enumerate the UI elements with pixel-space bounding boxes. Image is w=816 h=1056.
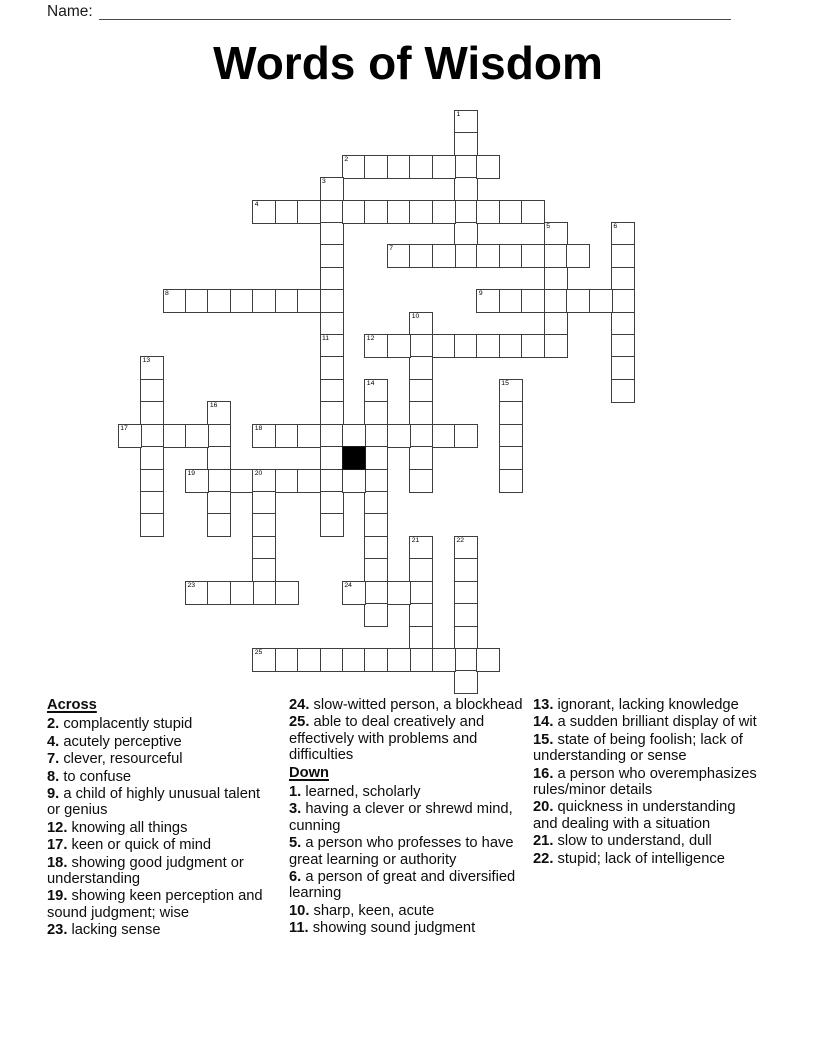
clue-2: 2. complacently stupid (47, 716, 193, 733)
grid-cell[interactable] (320, 648, 344, 672)
grid-cell[interactable] (432, 200, 456, 224)
cell-number: 17 (120, 424, 128, 432)
grid-cell[interactable] (207, 513, 231, 537)
grid-cell[interactable] (320, 469, 344, 493)
grid-cell[interactable] (611, 244, 635, 268)
clue-column-1 (47, 697, 275, 940)
grid-cell[interactable] (364, 469, 388, 493)
page-title: Words of Wisdom (213, 37, 603, 89)
grid-cell[interactable] (476, 200, 500, 224)
cell-number: 20 (254, 469, 263, 477)
clue-number: 7. (47, 751, 60, 768)
grid-cell[interactable] (409, 558, 433, 582)
clue-20: 20. quickness in understanding and dealing with a situation (533, 799, 736, 832)
cell-number: 8 (165, 290, 169, 298)
grid-cell[interactable] (320, 222, 344, 246)
clue-number: 11. (289, 920, 309, 937)
clues-down-header: Down (289, 764, 329, 781)
clue-number: 6. (289, 869, 302, 886)
cell-number: 13 (142, 357, 151, 365)
clue-23: 23. lacking sense (47, 922, 161, 939)
clue-number: 17. (47, 837, 68, 854)
black-cell (342, 446, 366, 470)
grid-cell[interactable] (364, 446, 388, 470)
grid-cell[interactable] (275, 648, 299, 672)
cell-number: 23 (187, 581, 196, 589)
grid-cell[interactable] (364, 401, 388, 425)
clue-number: 8. (47, 768, 60, 785)
cell-number: 24 (344, 581, 352, 589)
grid-cell-24[interactable] (342, 581, 366, 605)
clue-3: 3. having a clever or shrewd mind, cunning (289, 801, 513, 834)
clue-number: 23. (47, 922, 68, 939)
grid-cell[interactable] (499, 401, 523, 425)
grid-cell[interactable] (364, 513, 388, 537)
cell-number: 14 (366, 379, 375, 387)
grid-cell[interactable] (409, 200, 433, 224)
grid-cell-9[interactable] (476, 289, 500, 313)
grid-cell[interactable] (454, 648, 478, 672)
grid-cell[interactable] (364, 200, 388, 224)
clue-8: 8. to confuse (47, 768, 132, 785)
grid-cell-5[interactable] (544, 222, 568, 246)
clue-number: 4. (47, 733, 60, 750)
clue-22: 22. stupid; lack of intelligence (533, 850, 725, 867)
grid-cell[interactable] (544, 312, 568, 336)
grid-cell[interactable] (521, 244, 545, 268)
grid-cell[interactable] (320, 244, 344, 268)
grid-cell-19[interactable] (185, 469, 209, 493)
grid-cell[interactable] (207, 581, 231, 605)
cell-number: 3 (322, 178, 326, 186)
grid-cell[interactable] (454, 244, 478, 268)
grid-cell[interactable] (521, 334, 545, 358)
grid-cell[interactable] (611, 334, 635, 358)
grid-cell[interactable] (364, 491, 388, 515)
grid-cell[interactable] (409, 244, 433, 268)
grid-cell[interactable] (387, 581, 411, 605)
clue-number: 5. (289, 835, 302, 852)
grid-cell[interactable] (611, 356, 635, 380)
cell-number: 1 (456, 110, 461, 118)
grid-cell[interactable] (320, 267, 344, 291)
grid-cell[interactable] (364, 424, 388, 448)
grid-cell[interactable] (387, 648, 411, 672)
grid-cell[interactable] (499, 289, 523, 313)
grid-cell[interactable] (320, 356, 344, 380)
grid-cell[interactable] (320, 513, 344, 537)
clue-number: 15. (533, 731, 554, 748)
grid-cell[interactable] (611, 312, 635, 336)
grid-cell[interactable] (140, 379, 164, 403)
grid-cell[interactable] (252, 581, 276, 605)
grid-cell[interactable] (476, 244, 500, 268)
cell-number: 10 (411, 312, 420, 320)
grid-cell[interactable] (454, 177, 478, 201)
grid-cell[interactable] (476, 334, 500, 358)
grid-cell[interactable] (207, 469, 231, 493)
clue-number: 9. (47, 786, 60, 803)
grid-cell[interactable] (454, 424, 478, 448)
clue-21: 21. slow to understand, dull (533, 833, 712, 850)
grid-cell[interactable] (364, 155, 388, 179)
grid-cell-18[interactable] (252, 424, 276, 448)
grid-cell[interactable] (521, 289, 545, 313)
grid-cell[interactable] (544, 334, 568, 358)
grid-cell[interactable] (297, 469, 321, 493)
cell-number: 16 (209, 402, 218, 410)
grid-cell[interactable] (140, 401, 164, 425)
grid-cell[interactable] (432, 244, 456, 268)
clue-12: 12. knowing all things (47, 819, 188, 836)
clue-1: 1. learned, scholarly (289, 784, 421, 801)
grid-cell[interactable] (499, 446, 523, 470)
grid-cell[interactable] (499, 424, 523, 448)
grid-cell[interactable] (185, 289, 209, 313)
grid-cell[interactable] (409, 334, 433, 358)
grid-cell[interactable] (252, 513, 276, 537)
grid-cell[interactable] (476, 648, 500, 672)
clue-17: 17. keen or quick of mind (47, 837, 212, 854)
grid-cell[interactable] (566, 289, 590, 313)
grid-cell[interactable] (185, 424, 209, 448)
grid-cell[interactable] (207, 424, 231, 448)
grid-cell-21[interactable] (409, 536, 433, 560)
grid-cell[interactable] (140, 469, 164, 493)
grid-cell-22[interactable] (454, 536, 478, 560)
clue-24: 24. slow-witted person, a blockhead (289, 697, 523, 713)
grid-cell[interactable] (320, 446, 344, 470)
clue-number: 18. (47, 854, 68, 871)
grid-cell[interactable] (320, 401, 344, 425)
grid-cell[interactable] (320, 289, 344, 313)
grid-cell[interactable] (611, 289, 635, 313)
grid-cell[interactable] (454, 155, 478, 179)
clue-10: 10. sharp, keen, acute (289, 902, 435, 919)
name-label: Name: (47, 3, 93, 20)
grid-cell[interactable] (207, 491, 231, 515)
grid-cell[interactable] (230, 469, 254, 493)
grid-cell[interactable] (297, 200, 321, 224)
grid-cell[interactable] (252, 289, 276, 313)
grid-cell[interactable] (409, 356, 433, 380)
cell-number: 9 (478, 290, 483, 298)
clue-6: 6. a person of great and diversified learning (289, 869, 516, 902)
grid-cell[interactable] (409, 603, 433, 627)
grid-cell[interactable] (409, 469, 433, 493)
grid-cell[interactable] (499, 334, 523, 358)
grid-cell[interactable] (320, 424, 344, 448)
grid-cell-6[interactable] (611, 222, 635, 246)
grid-cell[interactable] (320, 200, 344, 224)
cell-number: 18 (254, 424, 263, 432)
clue-number: 2. (47, 716, 60, 733)
grid-cell[interactable] (275, 469, 299, 493)
grid-cell[interactable] (454, 334, 478, 358)
clue-number: 3. (289, 801, 302, 818)
grid-cell-1[interactable] (454, 110, 478, 134)
clue-number: 22. (533, 850, 554, 867)
clue-number: 20. (533, 799, 554, 816)
grid-cell[interactable] (342, 200, 366, 224)
cell-number: 12 (366, 335, 375, 342)
grid-cell[interactable] (454, 603, 478, 627)
clue-number: 13. (533, 697, 554, 713)
grid-cell-15[interactable] (499, 379, 523, 403)
clue-13: 13. ignorant, lacking knowledge (533, 697, 739, 713)
clue-number: 24. (289, 697, 310, 713)
grid-cell-17[interactable] (118, 424, 142, 448)
grid-cell[interactable] (230, 581, 254, 605)
grid-cell[interactable] (432, 424, 456, 448)
grid-cell[interactable] (409, 581, 433, 605)
grid-cell[interactable] (409, 424, 433, 448)
clue-column-3 (533, 697, 759, 868)
cell-number: 15 (501, 379, 509, 387)
grid-cell[interactable] (207, 446, 231, 470)
clues-across-header: Across (47, 697, 97, 713)
clue-number: 19. (47, 888, 68, 905)
grid-cell[interactable] (364, 536, 388, 560)
grid-cell[interactable] (454, 670, 478, 694)
clue-18: 18. showing good judgment or understanding (47, 854, 244, 888)
grid-cell[interactable] (409, 155, 433, 179)
cell-number: 22 (456, 536, 465, 544)
grid-cell-13[interactable] (140, 356, 164, 380)
grid-cell[interactable] (275, 424, 299, 448)
grid-cell[interactable] (320, 379, 344, 403)
grid-cell[interactable] (409, 446, 433, 470)
grid-cell[interactable] (387, 155, 411, 179)
grid-cell[interactable] (454, 200, 478, 224)
clue-5: 5. a person who professes to have great learning or authority (289, 835, 514, 868)
cell-number: 7 (389, 245, 393, 253)
grid-cell[interactable] (432, 334, 456, 358)
clue-15: 15. state of being foolish; lack of understanding or sense (533, 731, 743, 765)
grid-cell[interactable] (454, 132, 478, 156)
grid-cell[interactable] (342, 648, 366, 672)
clue-4: 4. acutely perceptive (47, 733, 182, 750)
grid-cell[interactable] (140, 513, 164, 537)
grid-cell[interactable] (409, 401, 433, 425)
grid-cell[interactable] (364, 558, 388, 582)
grid-cell-14[interactable] (364, 379, 388, 403)
clue-19: 19. showing keen perception and sound judgment; wise (47, 888, 263, 921)
cell-number: 25 (254, 648, 263, 656)
grid-cell-8[interactable] (163, 289, 187, 313)
grid-cell-11[interactable] (320, 334, 344, 358)
grid-cell[interactable] (454, 558, 478, 582)
grid-cell-25[interactable] (252, 648, 276, 672)
grid-cell[interactable] (364, 648, 388, 672)
grid-cell-16[interactable] (207, 401, 231, 425)
grid-cell[interactable] (499, 244, 523, 268)
grid-cell[interactable] (252, 558, 276, 582)
clue-7: 7. clever, resourceful (47, 751, 183, 768)
grid-cell[interactable] (544, 289, 568, 313)
grid-cell[interactable] (454, 222, 478, 246)
grid-cell[interactable] (275, 289, 299, 313)
grid-cell[interactable] (387, 334, 411, 358)
grid-cell[interactable] (476, 155, 500, 179)
grid-cell[interactable] (140, 446, 164, 470)
grid-cell[interactable] (275, 200, 299, 224)
clue-14: 14. a sudden brilliant display of wit (533, 714, 757, 731)
grid-cell[interactable] (432, 648, 456, 672)
grid-cell[interactable] (297, 424, 321, 448)
grid-cell-10[interactable] (409, 312, 433, 336)
grid-cell[interactable] (387, 200, 411, 224)
grid-cell[interactable] (544, 267, 568, 291)
grid-cell[interactable] (409, 648, 433, 672)
grid-cell-3[interactable] (320, 177, 344, 201)
grid-cell[interactable] (454, 626, 478, 650)
grid-cell[interactable] (140, 491, 164, 515)
grid-cell[interactable] (589, 289, 613, 313)
grid-cell[interactable] (342, 424, 366, 448)
clue-25: 25. able to deal creatively and effectively with problems and difficulties (289, 714, 485, 764)
cell-number: 2 (344, 155, 349, 163)
grid-cell[interactable] (163, 424, 187, 448)
grid-cell-4[interactable] (252, 200, 276, 224)
clue-9: 9. a child of highly unusual talent or genius (47, 786, 261, 819)
clue-number: 1. (289, 784, 302, 801)
grid-cell[interactable] (454, 581, 478, 605)
cell-number: 4 (254, 200, 259, 208)
grid-cell[interactable] (252, 491, 276, 515)
grid-cell[interactable] (320, 312, 344, 336)
grid-cell[interactable] (342, 469, 366, 493)
grid-cell[interactable] (611, 267, 635, 291)
cell-number: 19 (187, 469, 196, 477)
cell-number: 6 (613, 222, 618, 230)
grid-cell[interactable] (544, 244, 568, 268)
clue-column-2 (289, 697, 536, 938)
grid-cell[interactable] (230, 289, 254, 313)
grid-cell[interactable] (275, 581, 299, 605)
grid-cell[interactable] (297, 289, 321, 313)
grid-cell[interactable] (387, 424, 411, 448)
grid-cell-23[interactable] (185, 581, 209, 605)
grid-cell-12[interactable] (364, 334, 388, 358)
clue-number: 10. (289, 902, 310, 919)
clue-number: 16. (533, 765, 554, 782)
cell-number: 11 (322, 335, 330, 342)
clue-number: 14. (533, 714, 554, 731)
grid-cell[interactable] (320, 491, 344, 515)
grid-cell[interactable] (364, 581, 388, 605)
grid-cell-20[interactable] (252, 469, 276, 493)
clue-16: 16. a person who overemphasizes rules/minor details (533, 765, 757, 799)
grid-cell[interactable] (297, 648, 321, 672)
grid-cell[interactable] (521, 200, 545, 224)
clue-number: 25. (289, 714, 310, 731)
grid-cell[interactable] (409, 379, 433, 403)
grid-cell[interactable] (364, 603, 388, 627)
grid-cell[interactable] (566, 244, 590, 268)
clue-number: 12. (47, 819, 68, 836)
grid-cell[interactable] (499, 469, 523, 493)
clue-11: 11. showing sound judgment (289, 920, 476, 937)
grid-cell[interactable] (611, 379, 635, 403)
grid-cell[interactable] (432, 155, 456, 179)
cell-number: 21 (411, 536, 420, 544)
grid-cell[interactable] (409, 626, 433, 650)
grid-cell-2[interactable] (342, 155, 366, 179)
grid-cell-7[interactable] (387, 244, 411, 268)
grid-cell[interactable] (252, 536, 276, 560)
clue-number: 21. (533, 833, 554, 850)
cell-number: 5 (546, 222, 550, 230)
grid-cell[interactable] (140, 424, 164, 448)
grid-cell[interactable] (499, 200, 523, 224)
grid-cell[interactable] (207, 289, 231, 313)
